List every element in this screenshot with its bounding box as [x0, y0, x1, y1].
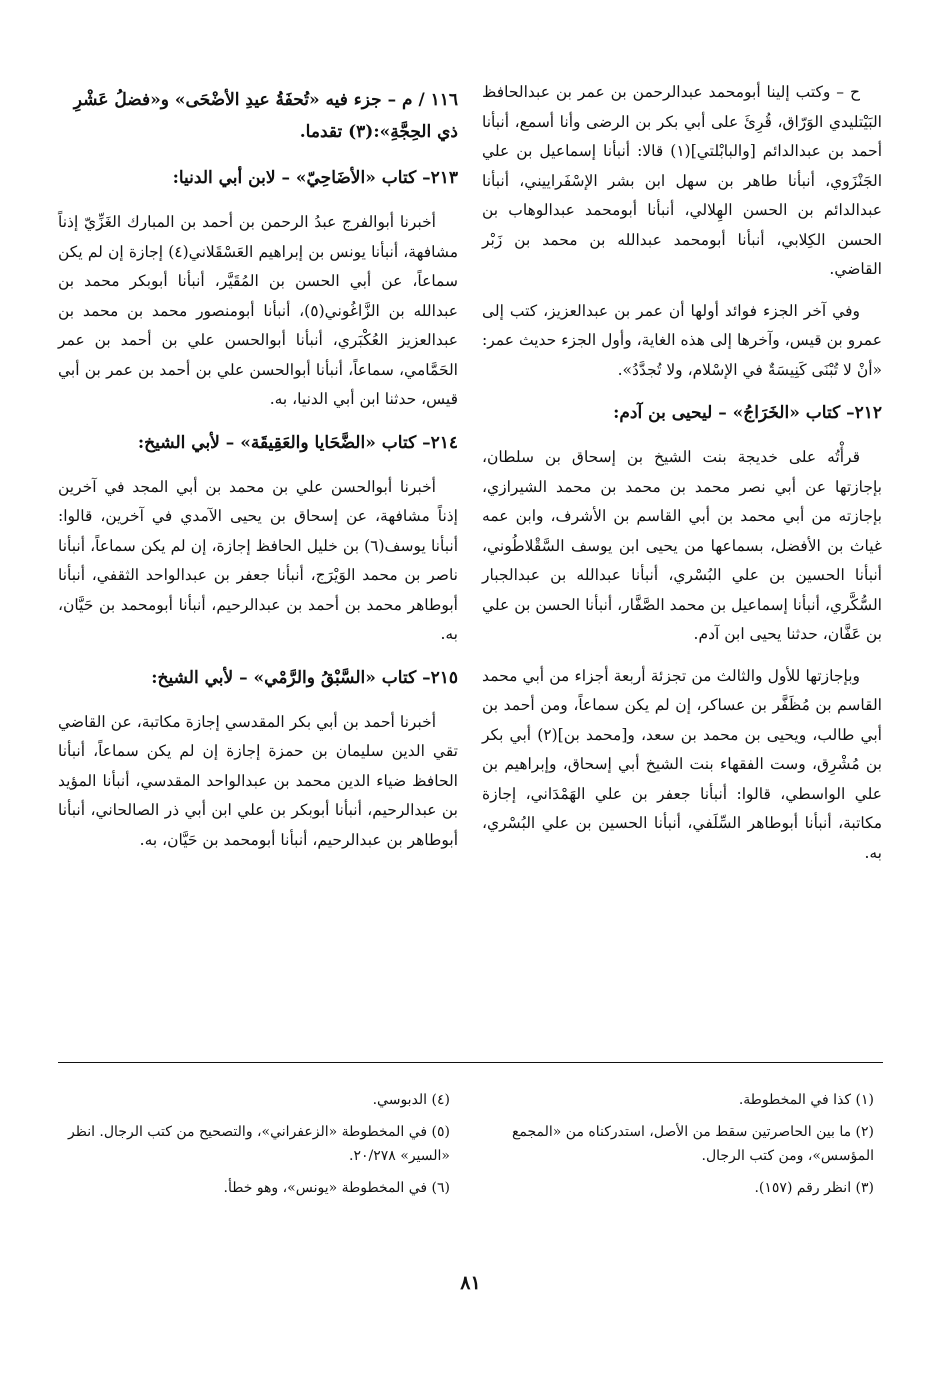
footnote-5: (٥) في المخطوطة «الزعفراني»، والتصحيح من كتب الرجال. انظر «السير» ٢٠/٢٧٨.	[67, 1124, 450, 1164]
heading-entry-215: ٢١٥– كتاب «السَّبْقُ والرَّمْي» – لأبي الشيخ:	[151, 667, 458, 688]
paragraph-entry-215: أخبرنا أحمد بن أبي بكر المقدسي إجازة مكاتبة، عن القاضي تقي الدين سليمان بن حمزة إجازة إن لم يكن سماعاً، أنبأنا الحافظ ضياء الدين محمد بن عبدالواحد المقدسي، أنبأنا المؤيد بن عبدالرحيم، أنبأنا أبوبكر بن علي ابن أبي ذر الصالحاني، أنبأنا أبوطاهر بن عبدالرحيم، أنبأنا أبومحمد بن حَيَّان، به.	[58, 712, 458, 849]
paragraph-entry-212: قرأْتُه على خديجة بنت الشيخ بن إسحاق بن سلطان، بإجازتها عن أبي نصر محمد بن محمد بن محمد الشيرازي، بإجازته من أبي محمد بن أبي القاسم بن الأشرف، وابن عمه غياث بن الأفضل، بسماعها من يحيى ابن يوسف السَّقْلاطُوني، أنبأنا الحسين بن علي البُسْري، أنبأنا عبدالله بن عبدالجبار السُّكَّري، أنبأنا إسماعيل بن محمد الصَّفَّار، أنبأنا الحسن بن علي بن عَفَّان، حدثنا يحيى ابن آدم.	[482, 448, 882, 643]
footnote-4: (٤) الدبوسي.	[372, 1092, 450, 1108]
right-column	[482, 78, 882, 880]
heading-entry-212: ٢١٢– كتاب «الخَرَاجُ» – ليحيى بن آدم:	[613, 403, 882, 423]
paragraph-entry-214: أخبرنا أبوالحسن علي بن محمد بن أبي المجد في آخرين إذناً مشافهة، عن إسحاق بن يحيى الآمدي في آخرين، قالوا: أنبأنا يوسف(٦) بن خليل الحافظ إجازة، إن لم يكن سماعاً، أنبأنا ناصر بن محمد الوَيْرَج، أنبأنا جعفر بن عبدالواحد الثقفي، أنبأنا أبوطاهر محمد بن أحمد بن عبدالرحيم، أنبأنا أبومحمد بن حَيَّان، به.	[58, 477, 458, 643]
footnote-2: (٢) ما بين الحاصرتين سقط من الأصل، استدركناه من «المجمع المؤسس»، ومن كتب الرجال.	[511, 1124, 874, 1164]
footnote-1: (١) كذا في المخطوطة.	[738, 1092, 874, 1108]
left-column	[58, 78, 458, 867]
page-number: ٨١	[460, 1272, 481, 1294]
footnotes-right	[482, 1088, 882, 1208]
footnotes-left	[58, 1088, 458, 1208]
footnote-3: (٣) انظر رقم (١٥٧).	[754, 1180, 874, 1196]
heading-entry-213: ٢١٣– كتاب «الأضَاحِيّ» – لابن أبي الدنيا:	[172, 168, 458, 188]
paragraph-entry-213: أخبرنا أبوالفرج عبدُ الرحمن بن أحمد بن المبارك الغَزِّيّ إذناً مشافهة، أنبأنا يونس بن إبراهيم العَسْقَلاني(٤) إجازة إن لم يكن سماعاً، عن أبي الحسن بن المُقَيَّر، أنبأنا أبوبكر محمد بن عبدالله بن الزَّاغُوني(٥)، أنبأنا أبومنصور محمد بن محمد بن عبدالعزيز العُكْبَري، أنبأنا أبوالحسن علي بن أحمد بن عمر الحَمَّامي، سماعاً، أنبأنا أبوالحسن علي بن أحمد بن عمر بن أبي قيس، حدثنا ابن أبي الدنيا، به.	[58, 213, 459, 408]
footnote-divider	[58, 1062, 883, 1063]
heading-entry-214: ٢١٤– كتاب «الضَّحَايا والعَقِيقَة» – لأبي الشيخ:	[137, 432, 458, 453]
paragraph-juz-note: وفي آخر الجزء فوائد أولها أن عمر بن عبدالعزيز، كتب إلى عمرو بن قيس، وآخرها إلى هذه الغاية، وأول الجزء حديث عمر: «أنْ لا تُبْنَى كَنِيسَةٌ في الإسْلام، ولا تُجدَّدُ».	[482, 301, 882, 379]
paragraph-entry-212-cont: وبإجازتها للأول والثالث من تجزئة أربعة أجزاء من أبي محمد القاسم بن مُظَفَّر بن عساكر، إن لم يكن سماعاً، ومن أحمد بن أبي طالب، ويحيى بن محمد بن سعد، و[محمد بن](٢) أبي بكر بن مُشْرِق، وست الفقهاء بنت الشيخ أبي إسحاق، وإبراهيم بن علي الواسطي، قالوا: أنبأنا جعفر بن علي الهَمْدَاني، إجازة مكاتبة، أنبأنا أبوطاهر السِّلَفي، أنبأنا الحسين بن علي البُسْري، به.	[482, 666, 882, 862]
paragraph-sanad-continuation: ح – وكتب إلينا أبومحمد عبدالرحمن بن عمر بن عبدالحافظ البَيْتليدي الوَرّاق، قُرِئَ على أبي بكر بن الرضى وأنا أسمع، أنبأنا أحمد بن عبدالدائم [والبابْلتي](١) قالا: أنبأنا إسماعيل بن علي الجَنْزَوي، أنبأنا طاهر بن سهل ابن بشر الإسْفَراييني، أنبأنا عبدالدائم بن الحسن الهِلالي، أنبأنا أبومحمد عبدالوهاب بن الحسن الكِلابي، أنبأنا أبومحمد عبدالله بن محمد بن زَبْر القاضي.	[482, 83, 883, 278]
heading-entry-116: ١١٦ / م – جزء فيه «تُحفَةُ عيدِ الأضْحَى» و«فضلُ عَشْرِ ذي الحِجَّةِ»:(٣) تقدما.	[73, 90, 458, 142]
footnote-6: (٦) في المخطوطة «يونس»، وهو خطأ.	[223, 1180, 450, 1196]
